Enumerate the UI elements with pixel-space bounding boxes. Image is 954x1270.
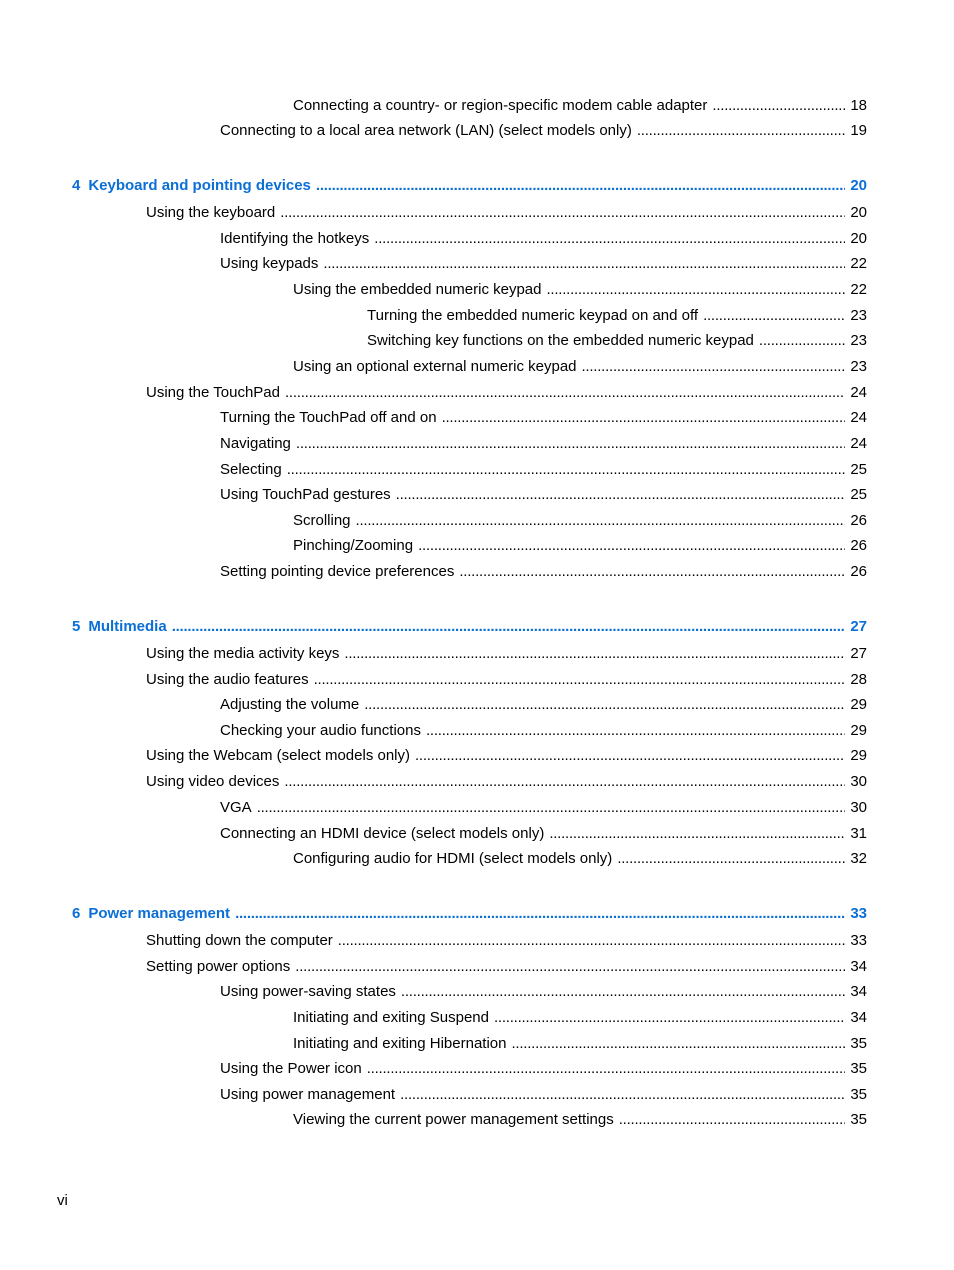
page-number-footer: vi — [57, 1192, 68, 1209]
dot-leader — [374, 228, 845, 250]
toc-page-number: 20 — [850, 230, 867, 247]
toc-page-number: 19 — [850, 122, 867, 139]
toc-chapter-entry[interactable] — [72, 616, 867, 638]
toc-entry[interactable] — [220, 720, 867, 742]
dot-leader — [415, 745, 845, 767]
toc-entry[interactable] — [293, 279, 867, 301]
toc-entry[interactable] — [146, 956, 867, 978]
toc-page-number: 29 — [850, 722, 867, 739]
toc-page-number: 25 — [850, 461, 867, 478]
chapter-title: Keyboard and pointing devices — [88, 177, 311, 194]
dot-leader — [314, 669, 846, 691]
dot-leader — [637, 120, 845, 142]
toc-page-number: 34 — [850, 1009, 867, 1026]
chapter-number: 5 — [72, 618, 81, 635]
toc-entry-title: Using power management — [220, 1086, 396, 1103]
toc-entry-title: Using the keyboard — [146, 204, 276, 221]
toc-page-number: 30 — [850, 799, 867, 816]
dot-leader — [280, 202, 845, 224]
toc-entry[interactable] — [220, 459, 867, 481]
toc-page-number: 35 — [850, 1086, 867, 1103]
toc-entry[interactable] — [220, 797, 867, 819]
toc-entry[interactable] — [146, 202, 867, 224]
toc-page-number: 35 — [850, 1035, 867, 1052]
toc-entry-title: Turning the embedded numeric keypad on and off — [367, 307, 699, 324]
toc-entry[interactable] — [367, 305, 867, 327]
toc-entry[interactable] — [293, 535, 867, 557]
dot-leader — [296, 433, 845, 455]
toc-page-number: 22 — [850, 255, 867, 272]
toc-entry-title: Adjusting the volume — [220, 696, 360, 713]
dot-leader — [619, 1109, 846, 1131]
toc-entry-title: Configuring audio for HDMI (select models only) — [293, 850, 613, 867]
toc-entry[interactable] — [220, 120, 867, 142]
toc-entry-title: Using the TouchPad — [146, 384, 280, 401]
dot-leader — [323, 253, 845, 275]
dot-leader — [442, 407, 846, 429]
toc-page-number: 33 — [850, 905, 867, 922]
toc-entry[interactable] — [146, 771, 867, 793]
dot-leader — [418, 535, 845, 557]
dot-leader — [459, 561, 845, 583]
chapter-number: 6 — [72, 905, 81, 922]
toc-page-number: 20 — [850, 177, 867, 194]
dot-leader — [338, 930, 846, 952]
dot-leader — [364, 694, 845, 716]
toc-entry-title: VGA — [220, 799, 252, 816]
toc-page-number: 18 — [850, 97, 867, 114]
toc-entry-title: Using power-saving states — [220, 983, 396, 1000]
dot-leader — [546, 279, 845, 301]
toc-page-number: 35 — [850, 1060, 867, 1077]
toc-entry[interactable] — [146, 930, 867, 952]
toc-entry[interactable] — [293, 1033, 867, 1055]
toc-page-number: 27 — [850, 645, 867, 662]
toc-chapter-entry[interactable] — [72, 903, 867, 925]
dot-leader — [285, 382, 845, 404]
dot-leader — [712, 95, 845, 117]
toc-entry-title — [72, 616, 167, 638]
toc-entry[interactable] — [146, 669, 867, 691]
chapter-title: Multimedia — [88, 618, 167, 635]
toc-chapter-entry[interactable] — [72, 175, 867, 197]
dot-leader — [172, 616, 846, 638]
toc-page-number: 25 — [850, 486, 867, 503]
toc-page-number: 23 — [850, 332, 867, 349]
toc-entry[interactable] — [220, 433, 867, 455]
toc-entry-title — [72, 903, 230, 925]
dot-leader — [356, 510, 846, 532]
toc-entry[interactable] — [293, 95, 867, 117]
toc-entry-title: Setting power options — [146, 958, 291, 975]
toc-entry[interactable] — [220, 1084, 867, 1106]
dot-leader — [401, 981, 845, 1003]
dot-leader — [549, 823, 845, 845]
toc-entry-title: Scrolling — [293, 512, 351, 529]
toc-entry-title: Connecting a country- or region-specific modem cable adapter — [293, 97, 708, 114]
toc-entry[interactable] — [220, 561, 867, 583]
toc-entry[interactable] — [220, 484, 867, 506]
toc-entry[interactable] — [293, 356, 867, 378]
toc-entry[interactable] — [146, 382, 867, 404]
dot-leader — [617, 848, 845, 870]
toc-entry[interactable] — [220, 228, 867, 250]
chapter-number: 4 — [72, 177, 81, 194]
toc-entry[interactable] — [146, 643, 867, 665]
toc-page-number: 32 — [850, 850, 867, 867]
toc-page-number: 23 — [850, 358, 867, 375]
dot-leader — [235, 903, 845, 925]
toc-page-number: 31 — [850, 825, 867, 842]
toc-entry[interactable] — [220, 694, 867, 716]
toc-entry[interactable] — [220, 981, 867, 1003]
toc-entry[interactable] — [220, 253, 867, 275]
toc-entry[interactable] — [293, 1007, 867, 1029]
dot-leader — [284, 771, 845, 793]
dot-leader — [400, 1084, 845, 1106]
toc-entry-title: Checking your audio functions — [220, 722, 421, 739]
toc-page-number: 23 — [850, 307, 867, 324]
toc-entry[interactable] — [293, 848, 867, 870]
dot-leader — [344, 643, 845, 665]
toc-entry-title: Viewing the current power management settings — [293, 1111, 614, 1128]
toc-entry-title: Using the media activity keys — [146, 645, 340, 662]
toc-entry[interactable] — [367, 330, 867, 352]
dot-leader — [582, 356, 846, 378]
toc-page-number: 34 — [850, 958, 867, 975]
toc-entry-title: Using the embedded numeric keypad — [293, 281, 542, 298]
toc-page-number: 24 — [850, 435, 867, 452]
toc-entry[interactable] — [220, 1058, 867, 1080]
toc-entry[interactable] — [293, 1109, 867, 1131]
toc-entry-title: Pinching/Zooming — [293, 537, 414, 554]
toc-entry-title: Setting pointing device preferences — [220, 563, 455, 580]
dot-leader — [759, 330, 845, 352]
toc-page-number: 29 — [850, 696, 867, 713]
toc-entry-title: Turning the TouchPad off and on — [220, 409, 437, 426]
toc-page-number: 33 — [850, 932, 867, 949]
dot-leader — [316, 175, 845, 197]
toc-page-number: 24 — [850, 409, 867, 426]
toc-page-number: 30 — [850, 773, 867, 790]
dot-leader — [396, 484, 846, 506]
toc-entry-title: Initiating and exiting Suspend — [293, 1009, 489, 1026]
toc-entry-title: Using the Power icon — [220, 1060, 362, 1077]
toc-page-number: 22 — [850, 281, 867, 298]
chapter-title: Power management — [88, 905, 231, 922]
toc-entry[interactable] — [220, 407, 867, 429]
dot-leader — [494, 1007, 845, 1029]
toc-page-number: 26 — [850, 512, 867, 529]
toc-entry-title: Connecting an HDMI device (select models only) — [220, 825, 545, 842]
toc-page-number: 26 — [850, 563, 867, 580]
dot-leader — [367, 1058, 846, 1080]
toc-entry-title: Selecting — [220, 461, 282, 478]
toc-entry[interactable] — [293, 510, 867, 532]
toc-entry-title — [72, 175, 311, 197]
toc-entry[interactable] — [220, 823, 867, 845]
toc-entry-title: Navigating — [220, 435, 291, 452]
toc-entry-title: Shutting down the computer — [146, 932, 333, 949]
toc-entry-title: Identifying the hotkeys — [220, 230, 370, 247]
toc-page-number: 26 — [850, 537, 867, 554]
toc-entry-title: Connecting to a local area network (LAN) (select models only) — [220, 122, 632, 139]
toc-entry-title: Using the audio features — [146, 671, 309, 688]
dot-leader — [295, 956, 845, 978]
toc-page-number: 35 — [850, 1111, 867, 1128]
toc-entry[interactable] — [146, 745, 867, 767]
dot-leader — [257, 797, 846, 819]
dot-leader — [426, 720, 845, 742]
toc-page-number: 27 — [850, 618, 867, 635]
toc-entry-title: Using the Webcam (select models only) — [146, 747, 410, 764]
toc-page-number: 20 — [850, 204, 867, 221]
toc-page-number: 24 — [850, 384, 867, 401]
toc-entry-title: Using an optional external numeric keypad — [293, 358, 577, 375]
dot-leader — [287, 459, 846, 481]
toc-page-number: 28 — [850, 671, 867, 688]
toc-entry-title: Initiating and exiting Hibernation — [293, 1035, 507, 1052]
dot-leader — [703, 305, 845, 327]
toc-entry-title: Switching key functions on the embedded numeric keypad — [367, 332, 754, 349]
toc-entry-title: Using keypads — [220, 255, 319, 272]
dot-leader — [511, 1033, 845, 1055]
toc-entry-title: Using video devices — [146, 773, 280, 790]
toc-page-number: 29 — [850, 747, 867, 764]
toc-entry-title: Using TouchPad gestures — [220, 486, 391, 503]
toc-page-number: 34 — [850, 983, 867, 1000]
